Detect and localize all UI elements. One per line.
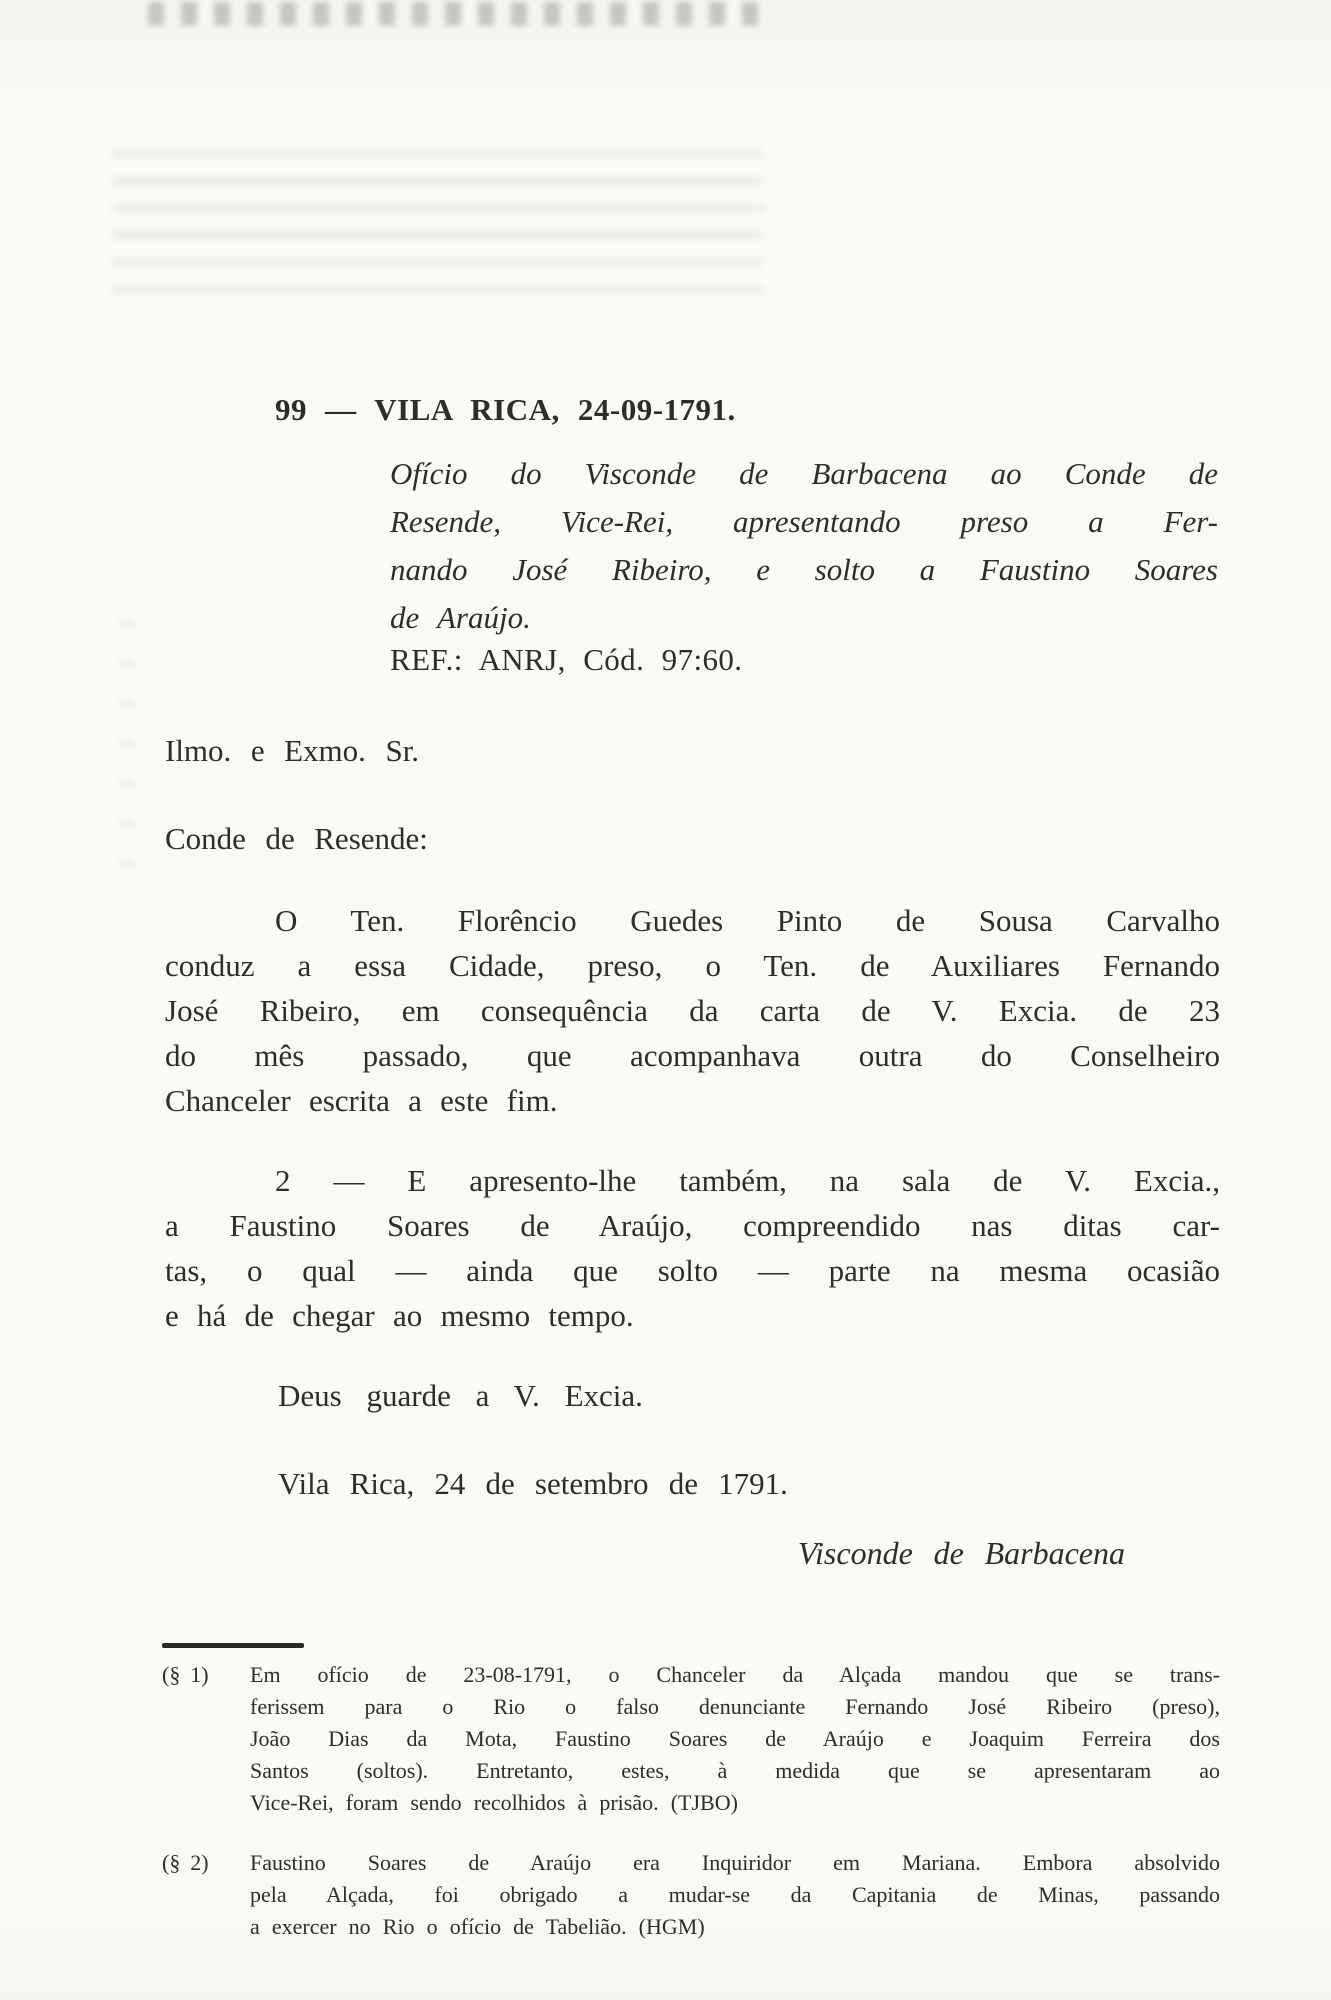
text-line: João Dias da Mota, Faustino Soares de Araújo e Joaquim Ferreira dos — [250, 1726, 1220, 1751]
document-number-heading: 99 — VILA RICA, 24-09-1791. — [275, 392, 736, 427]
page-bleedthrough-smudge-top — [148, 2, 768, 26]
document-summary-abstract — [390, 450, 1218, 642]
text-line: do mês passado, que acompanhava outra do Conselheiro — [165, 1038, 1220, 1073]
text-line: Em ofício de 23-08-1791, o Chanceler da Alçada mandou que se trans- — [250, 1662, 1220, 1687]
page-bleedthrough-margin-specks — [118, 620, 134, 880]
text-line: Ofício do Visconde de Barbacena ao Conde de — [390, 456, 1218, 491]
body-paragraph-1 — [165, 898, 1220, 1123]
body-paragraph-2 — [165, 1158, 1220, 1338]
text-line: O Ten. Florêncio Guedes Pinto de Sousa Carvalho — [275, 903, 1220, 938]
footnote-1 — [162, 1659, 1220, 1819]
text-line: tas, o qual — ainda que solto — parte na mesma ocasião — [165, 1253, 1220, 1288]
text-line: 2 — E apresento-lhe também, na sala de V. Excia., — [275, 1163, 1220, 1198]
archival-reference-line: REF.: ANRJ, Cód. 97:60. — [390, 642, 743, 677]
place-date-line: Vila Rica, 24 de setembro de 1791. — [278, 1466, 788, 1501]
page-bleedthrough-ghost-text — [112, 150, 762, 298]
text-line: Vice-Rei, foram sendo recolhidos à prisão. (TJBO) — [250, 1790, 738, 1815]
text-line: Faustino Soares de Araújo era Inquiridor em Mariana. Embora absolvido — [250, 1850, 1220, 1875]
text-line: a exercer no Rio o ofício de Tabelião. (HGM) — [250, 1914, 705, 1939]
footnote-1-label: (§ 1) — [162, 1662, 209, 1687]
footnote-2-text — [250, 1847, 1220, 1943]
text-line: e há de chegar ao mesmo tempo. — [165, 1298, 634, 1333]
text-line: José Ribeiro, em consequência da carta de V. Excia. de 23 — [165, 993, 1220, 1028]
text-line: conduz a essa Cidade, preso, o Ten. de Auxiliares Fernando — [165, 948, 1220, 983]
text-line: nando José Ribeiro, e solto a Faustino Soares — [390, 552, 1218, 587]
valediction-line: Deus guarde a V. Excia. — [278, 1378, 643, 1413]
text-line: a Faustino Soares de Araújo, compreendido nas ditas car- — [165, 1208, 1220, 1243]
footnote-divider-rule — [162, 1643, 304, 1648]
footnote-2 — [162, 1847, 1220, 1943]
footnote-1-text — [250, 1659, 1220, 1819]
text-line: Santos (soltos). Entretanto, estes, à medida que se apresentaram ao — [250, 1758, 1220, 1783]
text-line: ferissem para o Rio o falso denunciante Fernando José Ribeiro (preso), — [250, 1694, 1220, 1719]
text-line: Chanceler escrita a este fim. — [165, 1083, 558, 1118]
text-line: de Araújo. — [390, 600, 531, 635]
salutation-line: Ilmo. e Exmo. Sr. — [165, 733, 420, 768]
footnote-2-label: (§ 2) — [162, 1850, 209, 1875]
text-line: Resende, Vice-Rei, apresentando preso a Fer- — [390, 504, 1218, 539]
text-line: pela Alçada, foi obrigado a mudar-se da Capitania de Minas, passando — [250, 1882, 1220, 1907]
signature-block — [165, 1535, 1220, 1572]
addressee-line: Conde de Resende: — [165, 821, 428, 856]
signature-name: Visconde de Barbacena — [797, 1535, 1125, 1571]
